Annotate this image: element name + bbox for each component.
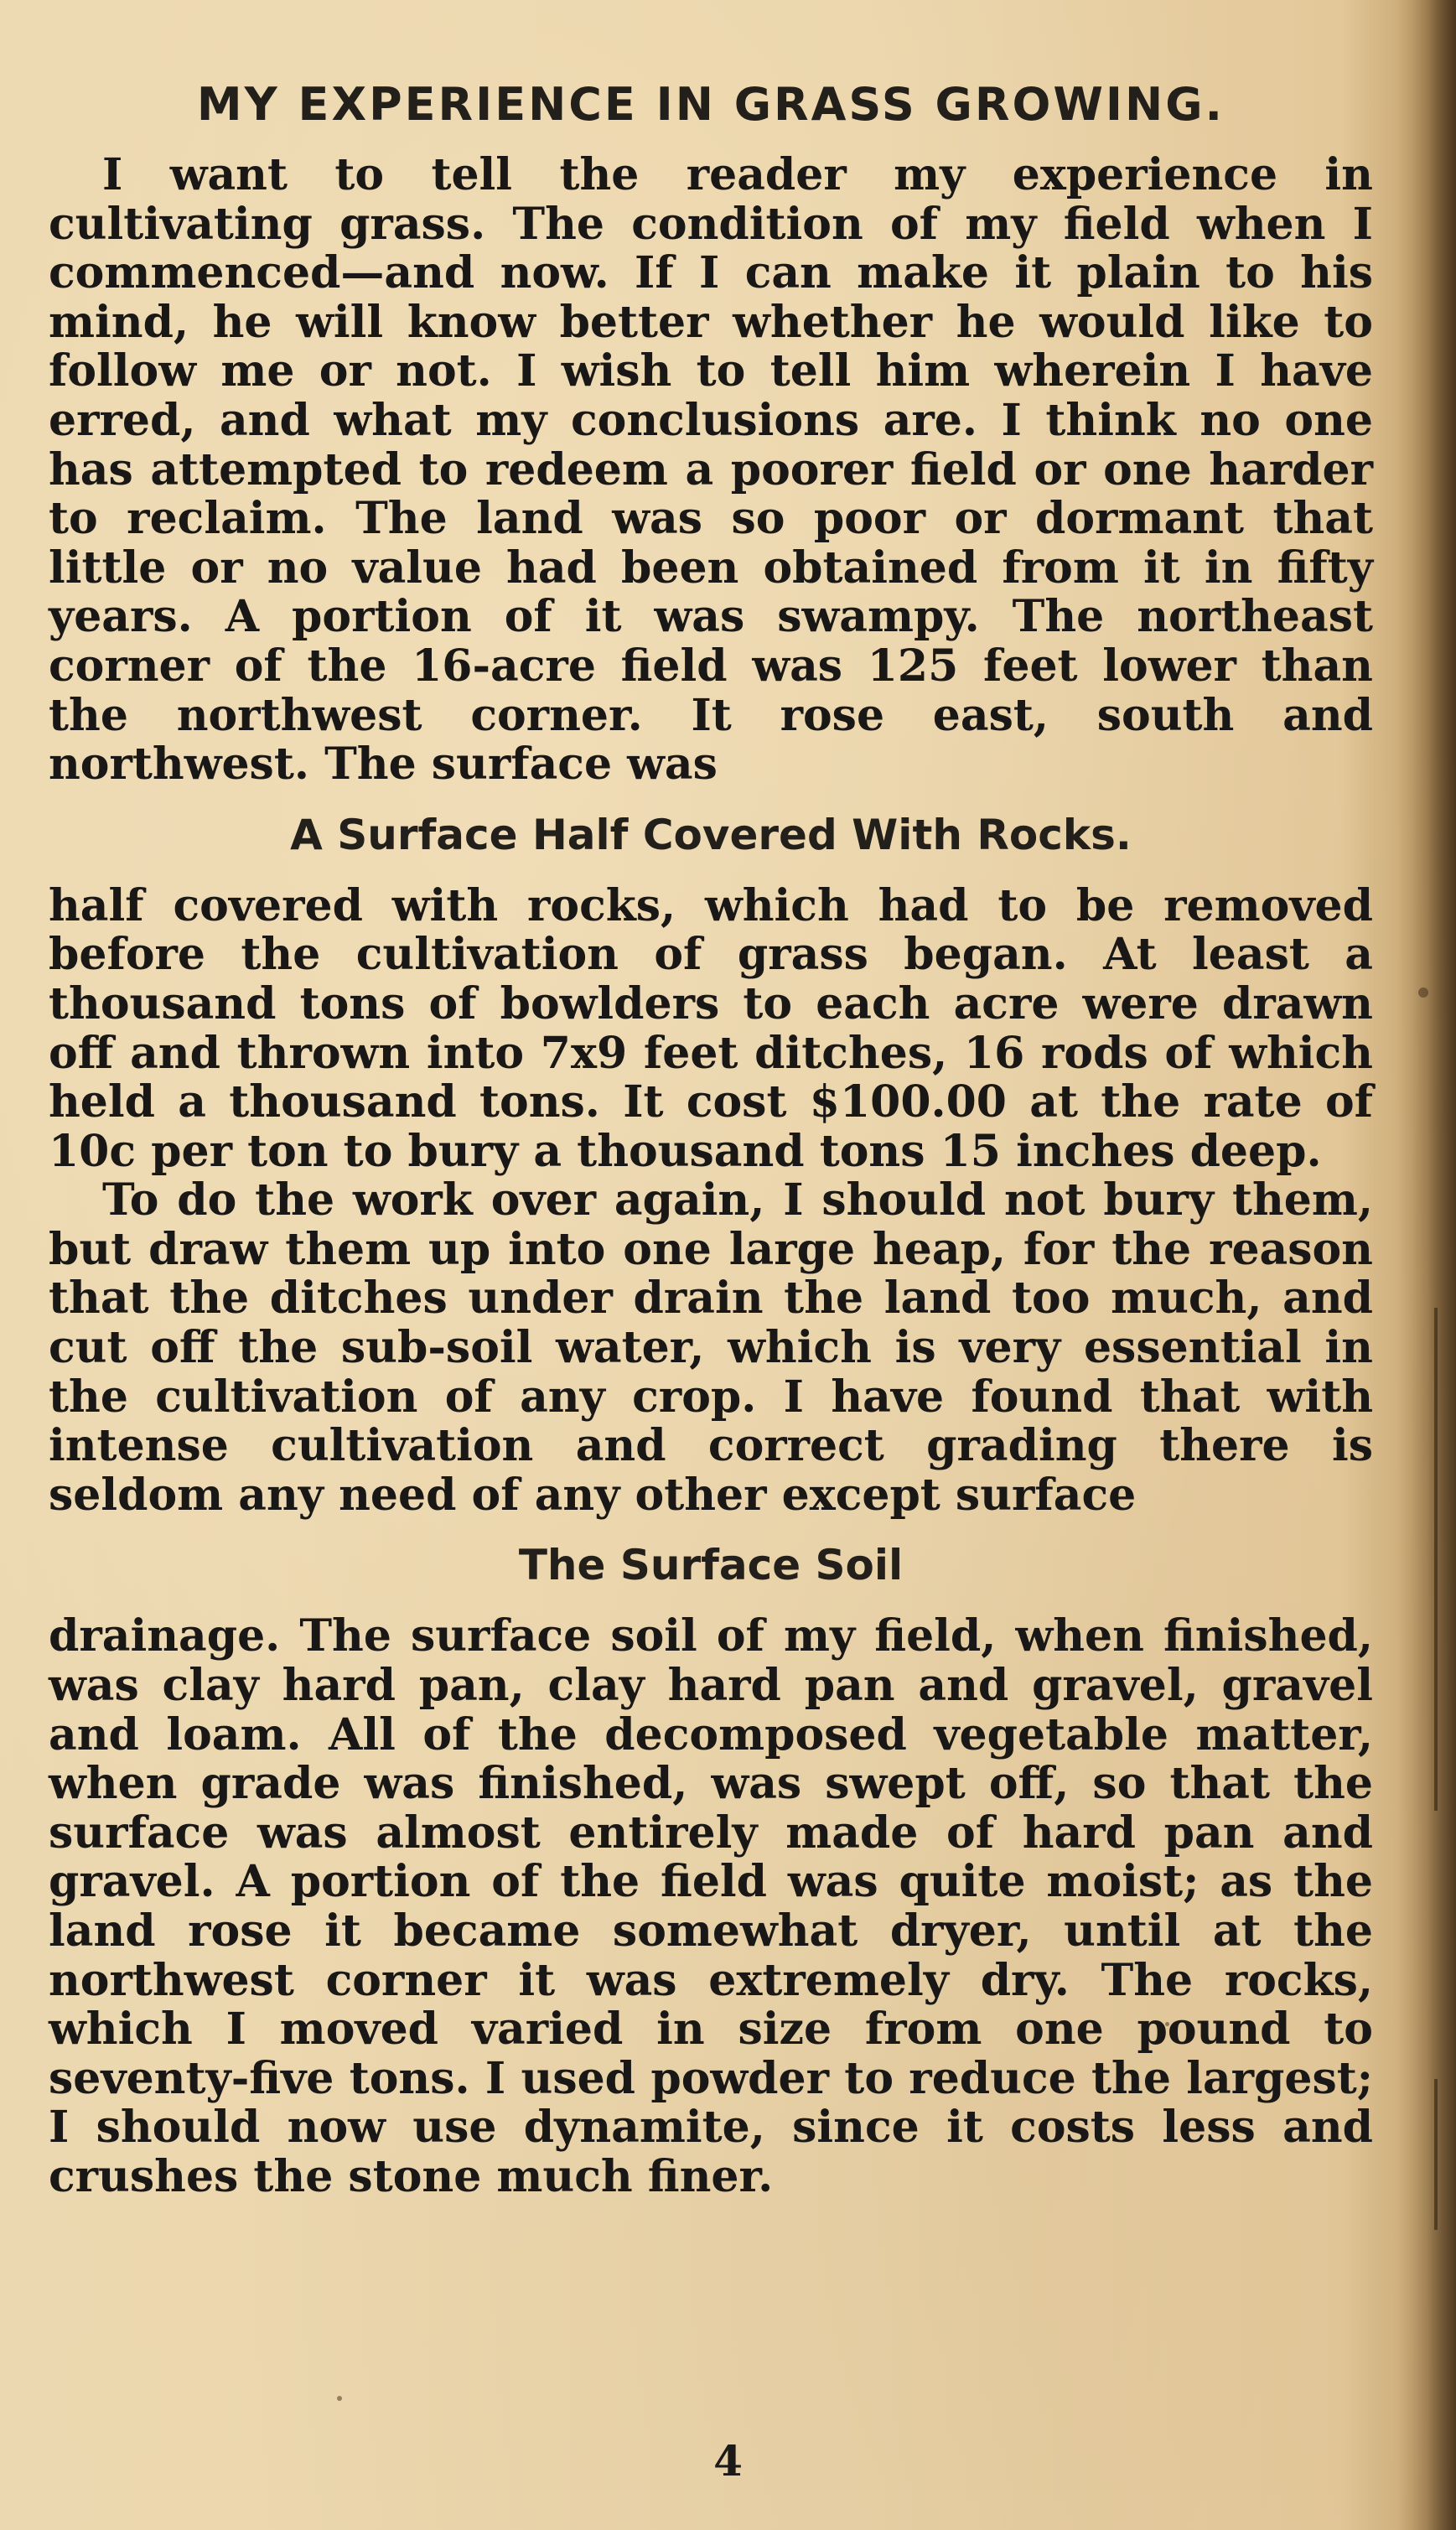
paragraph-intro: I want to tell the reader my experience in cultivating grass. The condition of my field when I commenced—and now. If I can make it plain to his mind, he will know better whether he would like to follow me or not. I wish to tell him wherein I have erred, and what my conclusions are. I think no one has attempted to redeem a poorer field or one harder to reclaim. The land was so poor or dormant that little or no value had been obtained from it in fifty years. A portion of it was swampy. The northeast corner of the 16-acre field was 125 feet lower than the northwest corner. It rose east, south and northwest. The surface was — [49, 149, 1373, 791]
page-number: 4 — [713, 2436, 743, 2486]
paragraph-redo: To do the work over again, I should not bury them, but draw them up into one large heap, for the reason that the ditches under drain the land too much, and cut off the sub-soil water, which is very essential in the cultivation of any crop. I have found that with intense cultivation and correct grading there is seldom any need of any other except surface — [49, 1174, 1373, 1521]
page-edge-shadow — [1397, 0, 1456, 2530]
subheading-soil: The Surface Soil — [518, 1541, 904, 1590]
article-title: MY EXPERIENCE IN GRASS GROWING. — [196, 78, 1225, 131]
page-edge-mark — [1434, 1308, 1438, 1811]
article-column — [49, 77, 1373, 2202]
paper-speck — [337, 2396, 342, 2401]
paragraph-soil: drainage. The surface soil of my field, when finished, was clay hard pan, clay hard pan and gravel, gravel and loam. All of the decomposed vegetable matter, when grade was finished, was swept off, so that the surface was almost entirely made of hard pan and gravel. A portion of the field was quite moist; as the land rose it became somewhat dryer, until at the northwest corner it was extremely dry. The rocks, which I moved varied in size from one pound to seventy-five tons. I used powder to reduce the largest; I should now use dynamite, since it costs less and crushes the stone much finer. — [49, 1610, 1373, 2202]
page-edge-mark — [1434, 2079, 1438, 2230]
paper-speck — [1418, 988, 1428, 998]
paragraph-rocks: half covered with rocks, which had to be removed before the cultivation of grass began. At least a thousand tons of bowlders to each acre were drawn off and thrown into 7x9 feet ditches, 16 rods of which held a thousand tons. It cost $100.00 at the rate of 10c per ton to bury a thousand tons 15 inches deep. — [49, 879, 1373, 1177]
subheading-rocks: A Surface Half Covered With Rocks. — [290, 810, 1132, 859]
